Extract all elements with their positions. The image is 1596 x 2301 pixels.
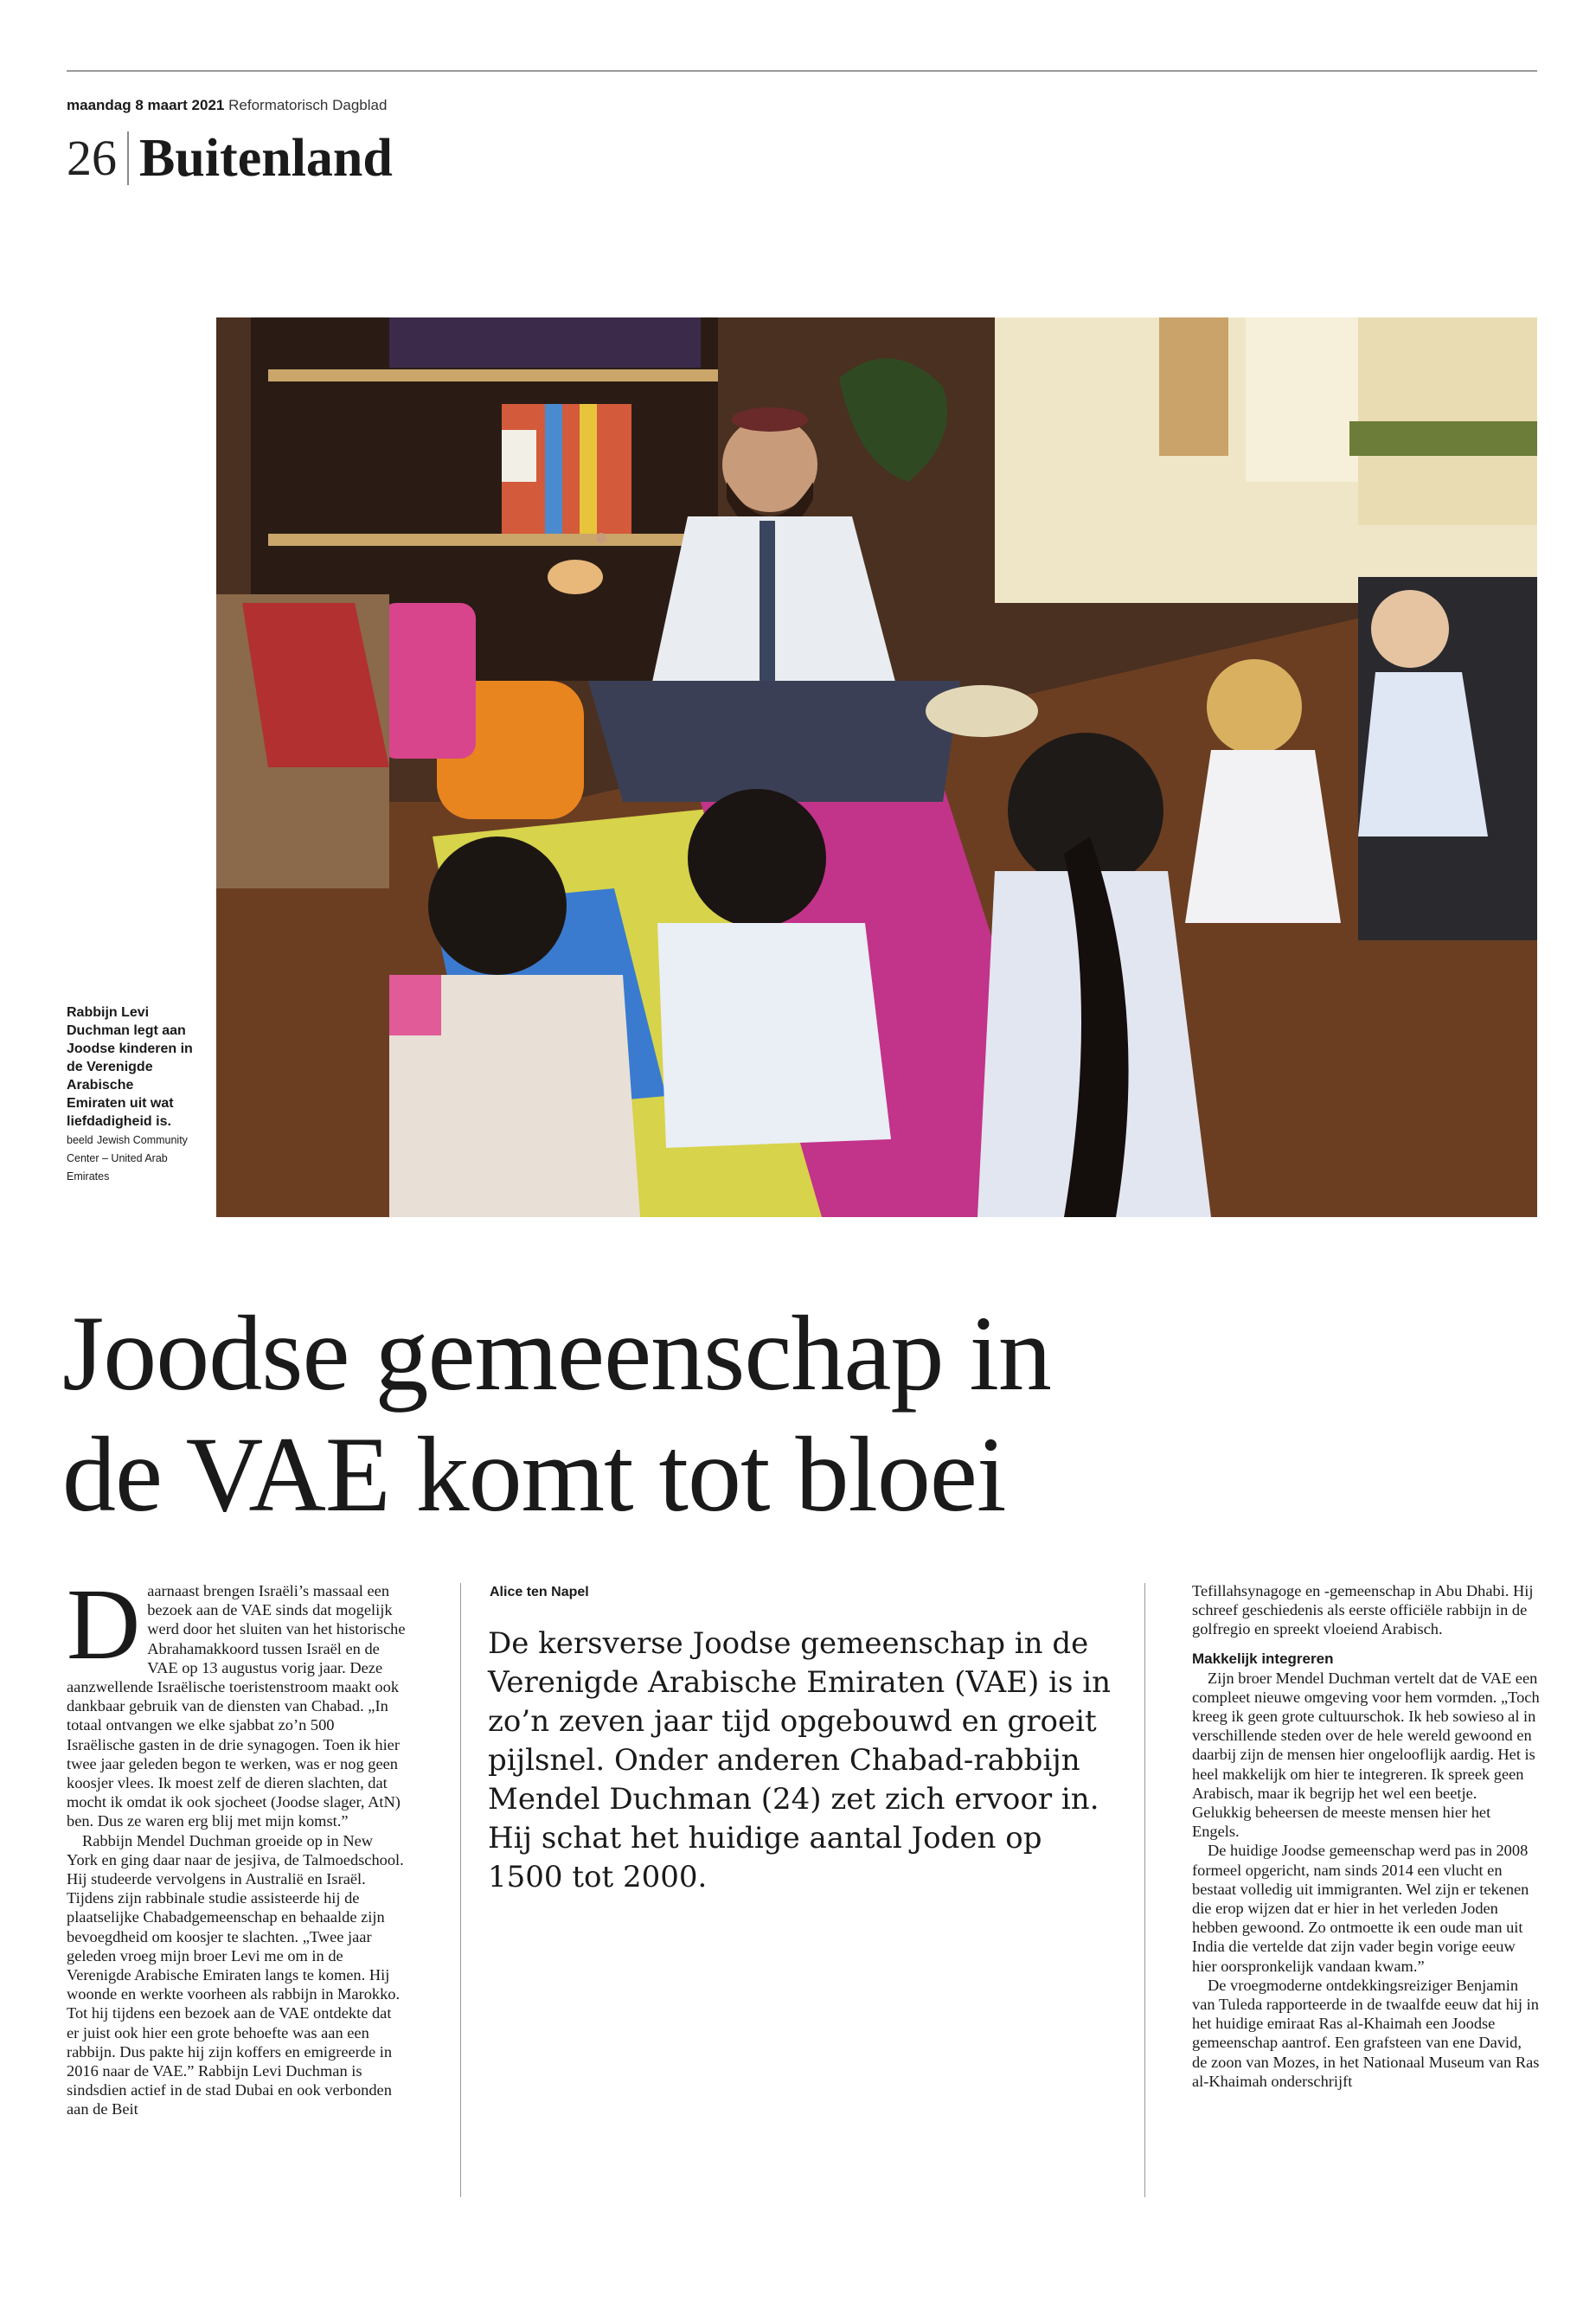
paragraph: Tefillahsynagoge en -gemeenschap in Abu Dhabi. Hij schreef geschiedenis als eerste officiële rabbijn in de golfregio en spreekt vloeiend Arabisch. bbox=[1192, 1582, 1534, 1638]
subheading: Makkelijk integreren bbox=[1192, 1650, 1334, 1667]
publication-name: Reformatorisch Dagblad bbox=[228, 97, 388, 113]
caption-text: Rabbijn Levi Duchman legt aan Joodse kinderen in de Verenigde Arabische Emiraten uit wat liefdadigheid is. bbox=[67, 1005, 193, 1129]
section-header bbox=[67, 124, 393, 193]
lead-paragraph: De kersverse Joodse gemeenschap in de Verenigde Arabische Emiraten (VAE) is in zo’n zeven jaar tijd opgebouwd en groeit pijlsnel. Onder anderen Chabad-rabbijn Mendel Duchman (24) zet zich ervoor in. Hij schat het huidige aantal Joden op 1500 tot 2000. bbox=[488, 1626, 1111, 1894]
paragraph: De vroegmoderne ontdekkingsreiziger Benjamin van Tuleda rapporteerde in de twaalfde eeuw dat hij in het huidige emiraat Ras al-Khaimah een Joodse gemeenschap aantrof. Een grafsteen van ene David, de zoon van Mozes, in het Nationaal Museum van Ras al-Khaimah onderschrijft bbox=[1192, 1976, 1540, 2090]
paragraph: Zijn broer Mendel Duchman vertelt dat de VAE een compleet nieuwe omgeving voor hem vormden. „Toch kreeg ik geen grote cultuurschok. Ik heb sowieso al in verschillende steden over de hele wereld gewoond en daarbij zijn de mensen hier ongelooflijk aardig. Het is heel makkelijk om hier te integreren. Ik spreek geen Arabisch, maar ik begrijp het wel een beetje. Gelukkig beheersen de meeste mensen hier het Engels. bbox=[1192, 1669, 1540, 1841]
dateline bbox=[67, 97, 387, 114]
headline-line-2: de VAE komt tot bloei bbox=[62, 1415, 1006, 1534]
byline: Alice ten Napel bbox=[490, 1585, 589, 1599]
photo-caption bbox=[67, 1003, 196, 1185]
section-title: Buitenland bbox=[139, 129, 393, 188]
page-number: 26 bbox=[67, 130, 117, 186]
headline bbox=[62, 1293, 1360, 1535]
column-divider bbox=[460, 1583, 461, 2197]
photo-rabbi-with-children-icon bbox=[216, 317, 1537, 1217]
article-photo bbox=[216, 317, 1537, 1217]
caption-credit: Jewish Community Center – United Arab Emirates bbox=[67, 1134, 188, 1183]
drop-cap: D bbox=[67, 1567, 141, 1681]
paragraph: aarnaast brengen Israëli’s massaal een bezoek aan de VAE sinds dat mogelijk werd door het sluiten van het historische Abrahamakkoord tussen Israël en de VAE op 13 augustus vorig jaar. Deze aanzwellende Israëlische toeristenstroom maakt ook dankbaar gebruik van de diensten van Chabad. „In totaal ontvangen we elke sjabbat zo’n 500 Israëlische gasten in de drie synagogen. Toen ik hier twee jaar geleden begon te werken, was er nog geen koosjer vlees. Ik moest zelf de dieren slachten, dat mocht ik omdat ik ook sjocheet (Joodse slager, AtN) ben. Dus ze waren erg blij met mijn komst.” bbox=[67, 1582, 406, 1830]
article-column-3 bbox=[1192, 1581, 1540, 2091]
top-rule bbox=[67, 70, 1537, 72]
column-divider bbox=[1144, 1583, 1145, 2197]
paragraph: Rabbijn Mendel Duchman groeide op in New York en ging daar naar de jesjiva, de Talmoedschool. Hij studeerde vervolgens in Australië en Israël. Tijdens zijn rabbinale studie assisteerde hij de plaatselijke Chabadgemeenschap en behaalde zijn bevoegdheid om koosjer te slachten. „Twee jaar geleden vroeg mijn broer Levi me om in de Verenigde Arabische Emiraten langs te komen. Hij woonde en werkte voorheen als rabbijn in Marokko. Tot hij tijdens een bezoek aan de VAE ontdekte dat er juist ook hier een grote behoefte was aan een rabbijn. Dus pakte hij zijn koffers en emigreerde in 2016 naar de VAE.” Rabbijn Levi Duchman is sindsdien actief in de stad Dubai en ook verbonden aan de Beit bbox=[67, 1831, 404, 2118]
issue-date: maandag 8 maart 2021 bbox=[67, 97, 225, 113]
paragraph: De huidige Joodse gemeenschap werd pas in 2008 formeel opgericht, nam sinds 2014 een vlucht en bestaat volledig uit immigranten. Wel zijn er tekenen die erop wijzen dat er hier in het verleden Joden hebben gewoond. Zo ontmoette ik een oude man uit India die vertelde dat zijn vader begin vorige eeuw hier oorspronkelijk vandaan kwam.” bbox=[1192, 1842, 1529, 1975]
section-divider bbox=[127, 131, 129, 185]
caption-credit-label: beeld bbox=[67, 1134, 93, 1146]
headline-line-1: Joodse gemeenschap in bbox=[62, 1294, 1051, 1413]
article-column-1 bbox=[67, 1567, 406, 2119]
